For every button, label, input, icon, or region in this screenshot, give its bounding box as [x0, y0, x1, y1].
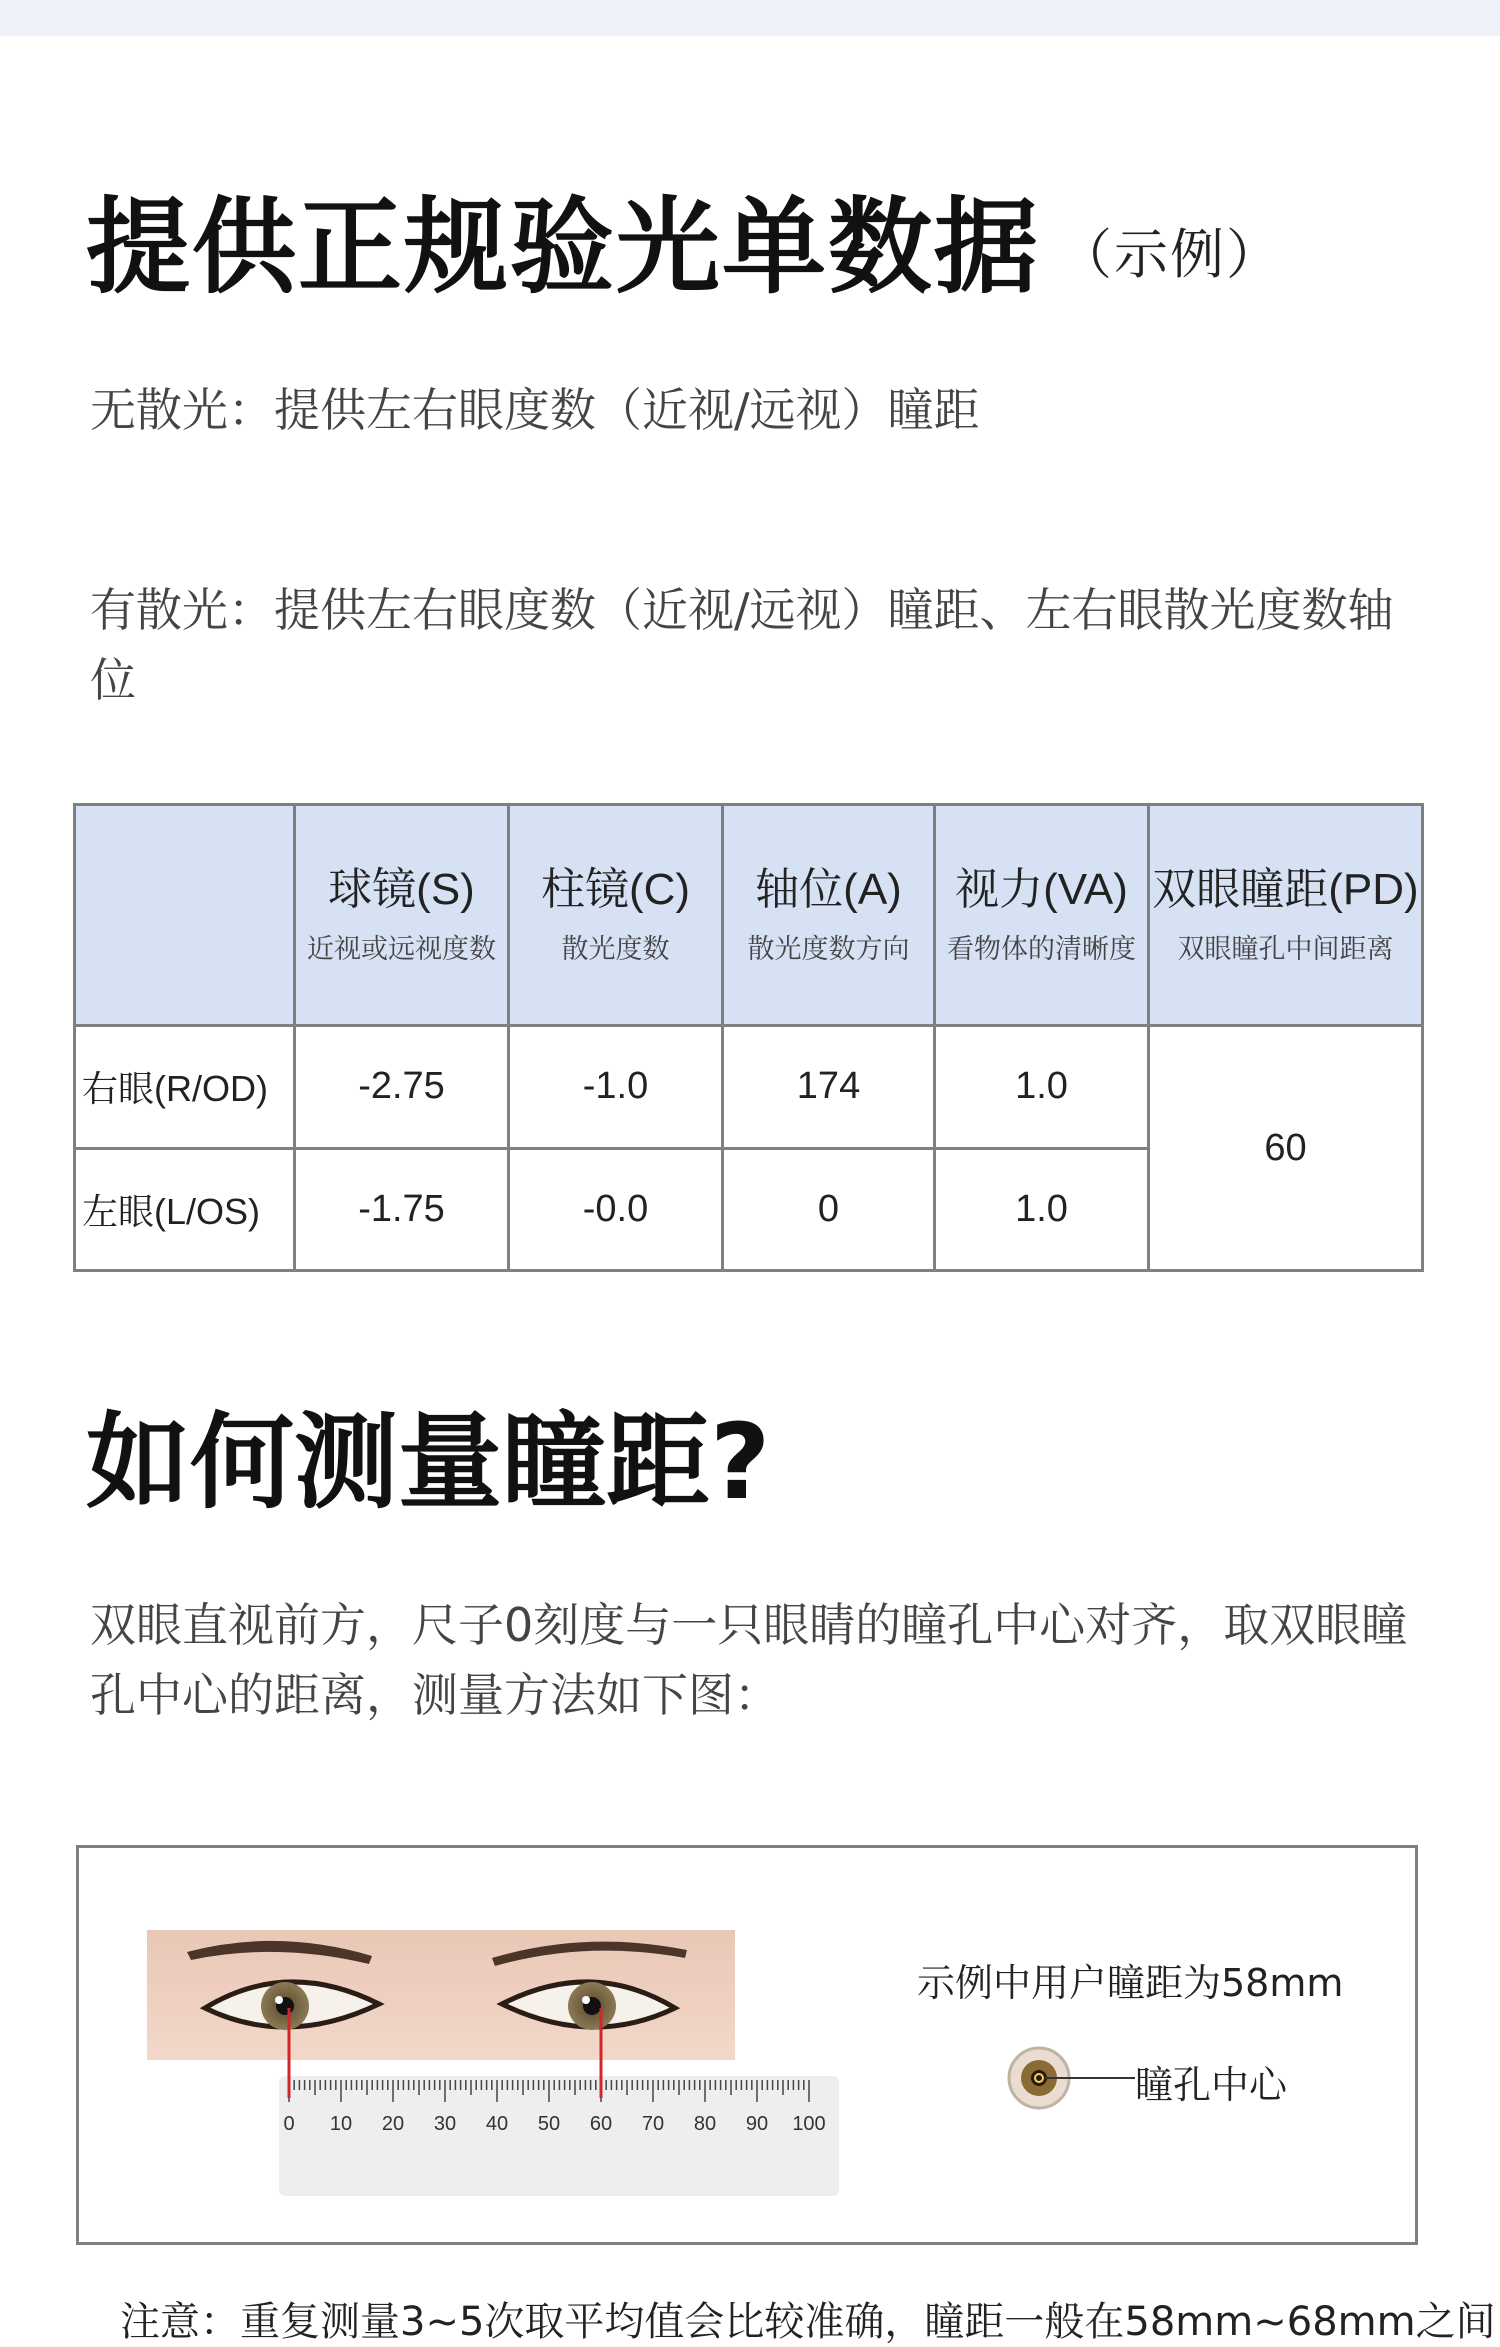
ruler-body: [279, 2076, 839, 2196]
ruler-label: 100: [792, 2113, 826, 2135]
example-caption: 示例中用户瞳距为58mm: [917, 1961, 1344, 2005]
cell-right-axis: 174: [723, 1026, 935, 1149]
cell-left-sphere: -1.75: [295, 1148, 509, 1271]
cell-right-sphere: -2.75: [295, 1026, 509, 1149]
cell-left-va: 1.0: [935, 1148, 1149, 1271]
header-pd-desc: 双眼瞳孔中间距离: [1177, 933, 1394, 964]
cell-left-cylinder: -0.0: [509, 1148, 723, 1271]
cell-left-axis: 0: [723, 1148, 935, 1271]
row-label-left-eye: 左眼(L/OS): [75, 1148, 295, 1271]
page-title: [86, 186, 1283, 308]
header-cylinder-title: 柱镜(C): [540, 865, 691, 915]
astigmatism-text: 有散光：提供左右眼度数（近视/远视）瞳距、左右眼散光度数轴位: [90, 583, 1394, 707]
ruler-label: 70: [641, 2113, 665, 2135]
page-title-suffix: （示例）: [1058, 223, 1283, 286]
table-row-right-eye: [75, 1026, 1423, 1149]
pupil-center-icon: [1001, 2038, 1141, 2118]
header-visual-acuity: [935, 805, 1149, 1026]
header-va-desc: 看物体的清晰度: [947, 933, 1136, 964]
row-label-right-eye: 右眼(R/OD): [75, 1026, 295, 1149]
header-cylinder-desc: 散光度数: [561, 933, 670, 964]
measurement-note: 注意：重复测量3~5次取平均值会比较准确，瞳距一般在58mm~68mm之间: [120, 2299, 1496, 2345]
cell-right-va: 1.0: [935, 1026, 1149, 1149]
ruler-label: 40: [485, 2113, 509, 2135]
pupil-center-label: 瞳孔中心: [1135, 2063, 1288, 2107]
illustration-box: [76, 1845, 1418, 2245]
no-astigmatism-text: 无散光：提供左右眼度数（近视/远视）瞳距: [90, 383, 980, 437]
ruler-label: 20: [381, 2113, 405, 2135]
header-sphere-desc: 近视或远视度数: [307, 933, 496, 964]
ruler-label: 80: [693, 2113, 717, 2135]
ruler-label: 30: [433, 2113, 457, 2135]
header-pd-title: 双眼瞳距(PD): [1152, 865, 1419, 915]
cell-right-cylinder: -1.0: [509, 1026, 723, 1149]
header-pupil-distance: [1149, 805, 1423, 1026]
ruler-graphic: [79, 1848, 839, 2208]
ruler-label: 50: [537, 2113, 561, 2135]
table-header-row: [75, 805, 1423, 1026]
ruler-label: 60: [589, 2113, 613, 2135]
header-axis-desc: 散光度数方向: [747, 933, 910, 964]
measure-instructions: 双眼直视前方，尺子0刻度与一只眼睛的瞳孔中心对齐，取双眼瞳孔中心的距离，测量方法如下图：: [90, 1598, 1408, 1722]
section-title-measure: 如何测量瞳距?: [86, 1401, 771, 1523]
ruler-label: 90: [745, 2113, 769, 2135]
ruler-label: 10: [329, 2113, 353, 2135]
header-empty-cell: [75, 805, 295, 1026]
ruler-label: 0: [283, 2113, 295, 2135]
header-sphere-title: 球镜(S): [328, 865, 475, 915]
header-cylinder: [509, 805, 723, 1026]
cell-pd: 60: [1149, 1026, 1423, 1271]
header-va-title: 视力(VA): [955, 865, 1128, 915]
header-axis: [723, 805, 935, 1026]
prescription-table: [73, 803, 1424, 1272]
header-axis-title: 轴位(A): [755, 865, 902, 915]
page-title-text: 提供正规验光单数据: [86, 186, 1041, 308]
top-strip: [0, 0, 1500, 36]
header-sphere: [295, 805, 509, 1026]
